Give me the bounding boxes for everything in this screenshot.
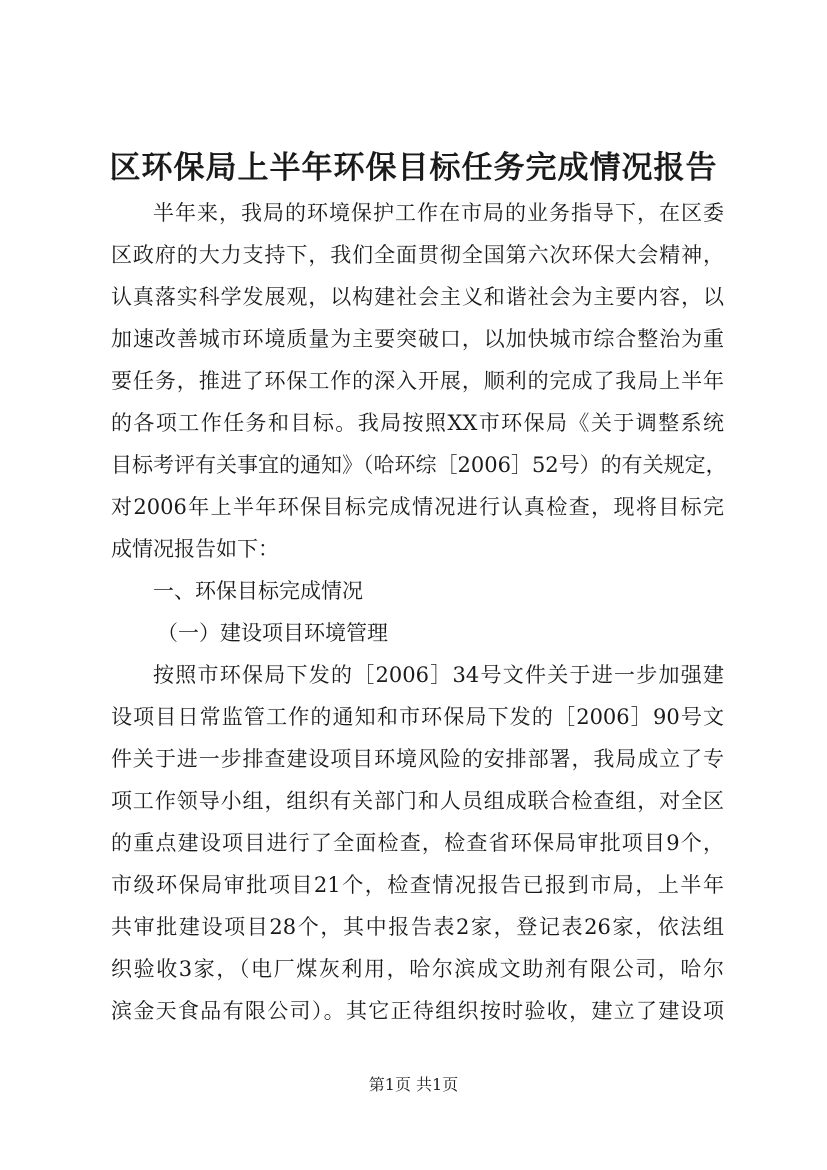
- section-heading: 一、环保目标完成情况: [153, 579, 363, 603]
- paragraph-line: 按照市环保局下发的［2006］34号文件关于进一步加强建: [153, 663, 724, 687]
- paragraph-line: 项工作领导小组，组织有关部门和人员组成联合检查组，对全区: [111, 789, 724, 813]
- paragraph-line: 对2006年上半年环保目标完成情况进行认真检查，现将目标完: [111, 495, 724, 519]
- paragraph-line: 加速改善城市环境质量为主要突破口，以加快城市综合整治为重: [111, 327, 724, 351]
- paragraph-line: 成情况报告如下：: [111, 537, 279, 561]
- paragraph-line: 的重点建设项目进行了全面检查，检查省环保局审批项目9个，: [111, 831, 724, 855]
- paragraph-line: 目标考评有关事宜的通知》（哈环综［2006］52号）的有关规定，: [111, 453, 727, 477]
- paragraph-line: 的各项工作任务和目标。我局按照XX市环保局《关于调整系统: [111, 411, 724, 435]
- paragraph-line: 要任务，推进了环保工作的深入开展，顺利的完成了我局上半年: [111, 369, 724, 393]
- page-number: 第1页 共1页: [368, 1075, 459, 1094]
- subsection-heading: （一）建设项目环境管理: [157, 621, 388, 645]
- paragraph-line: 市级环保局审批项目21个，检查情况报告已报到市局，上半年: [111, 873, 724, 897]
- paragraph-line: 滨金天食品有限公司）。其它正待组织按时验收，建立了建设项: [111, 999, 724, 1023]
- paragraph-line: 共审批建设项目28个，其中报告表2家，登记表26家，依法组: [111, 915, 724, 939]
- document-title: 区环保局上半年环保目标任务完成情况报告: [109, 150, 718, 186]
- paragraph-line: 设项目日常监管工作的通知和市环保局下发的［2006］90号文: [111, 705, 724, 729]
- paragraph-line: 区政府的大力支持下，我们全面贯彻全国第六次环保大会精神，: [111, 243, 724, 267]
- document-body: [111, 192, 727, 1032]
- paragraph-line: 件关于进一步排查建设项目环境风险的安排部署，我局成立了专: [111, 747, 724, 771]
- paragraph-line: 织验收3家，（电厂煤灰利用，哈尔滨成文助剂有限公司，哈尔: [111, 957, 724, 981]
- paragraph-line: 认真落实科学发展观，以构建社会主义和谐社会为主要内容，以: [111, 285, 724, 309]
- paragraph-line: 半年来，我局的环境保护工作在市局的业务指导下，在区委: [153, 201, 724, 225]
